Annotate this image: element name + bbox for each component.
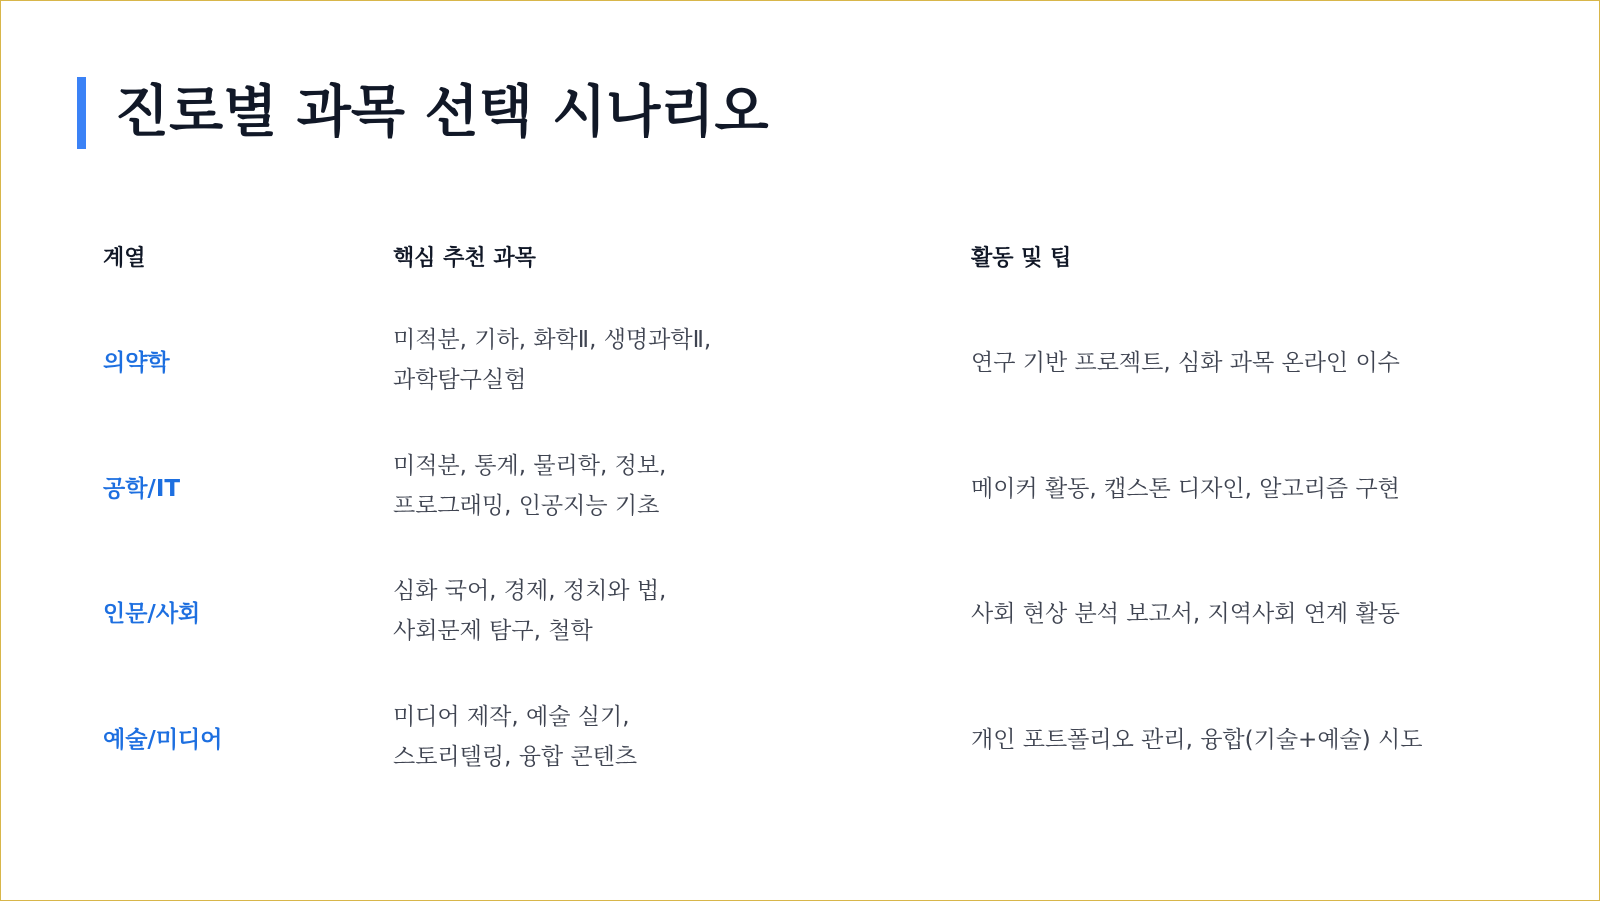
row-tips: 사회 현상 분석 보고서, 지역사회 연계 활동 [971, 600, 1400, 627]
row-category: 인문/사회 [103, 600, 201, 627]
table-row [103, 305, 1503, 415]
row-subjects [393, 431, 666, 541]
subjects-line: 프로그래밍, 인공지능 기초 [393, 493, 660, 519]
row-category: 공학/IT [103, 475, 181, 502]
table-row [103, 682, 1503, 792]
table-header [103, 229, 1503, 289]
title-accent-bar [77, 77, 86, 149]
subjects-line: 스토리텔링, 융합 콘텐츠 [393, 744, 638, 770]
header-tips: 활동 및 팁 [971, 246, 1072, 271]
title-section [77, 77, 769, 149]
row-tips: 개인 포트폴리오 관리, 융합(기술+예술) 시도 [971, 726, 1423, 753]
subjects-line: 미적분, 통계, 물리학, 정보, [393, 453, 667, 479]
row-subjects [393, 682, 637, 792]
subjects-line: 과학탐구실험 [393, 367, 527, 393]
row-tips: 메이커 활동, 캡스톤 디자인, 알고리즘 구현 [971, 475, 1400, 502]
row-subjects [393, 305, 711, 415]
table-row [103, 431, 1503, 541]
subjects-line: 심화 국어, 경제, 정치와 법, [393, 578, 667, 604]
table-row [103, 556, 1503, 666]
row-tips: 연구 기반 프로젝트, 심화 과목 온라인 이수 [971, 349, 1400, 376]
row-category: 의약학 [103, 349, 170, 376]
page-title: 진로별 과목 선택 시나리오 [115, 80, 769, 145]
subjects-line: 미적분, 기하, 화학Ⅱ, 생명과학Ⅱ, [393, 327, 712, 353]
subjects-line: 미디어 제작, 예술 실기, [393, 704, 630, 730]
subjects-line: 사회문제 탐구, 철학 [393, 618, 593, 644]
row-category: 예술/미디어 [103, 726, 223, 753]
header-subjects: 핵심 추천 과목 [393, 246, 536, 271]
row-subjects [393, 556, 666, 666]
header-category: 계열 [103, 246, 146, 271]
